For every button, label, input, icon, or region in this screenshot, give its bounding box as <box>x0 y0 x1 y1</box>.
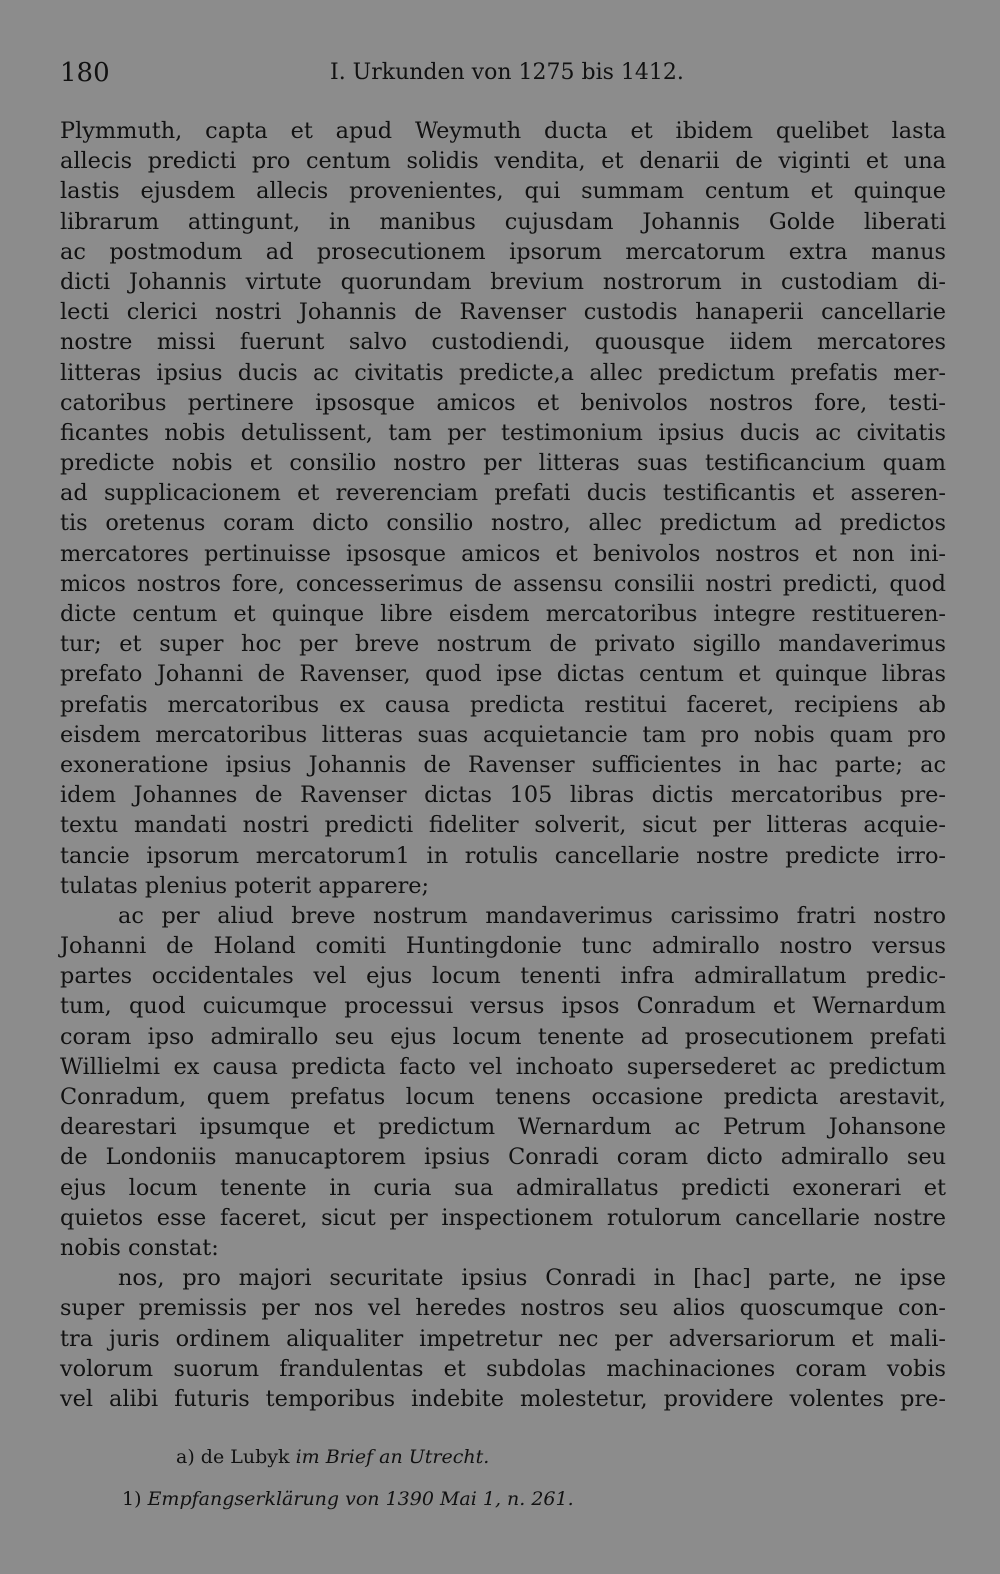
text-line: litteras ipsius ducis ac civitatis predicte,a allec predictum prefatis mer- <box>60 359 946 386</box>
text-line: ejus locum tenente in curia sua admirallatus predicti exonerari et <box>60 1174 946 1201</box>
text-line: coram ipso admirallo seu ejus locum tenente ad prosecutionem prefati <box>60 1023 946 1050</box>
footnote-a-marker: a) <box>176 1446 195 1468</box>
text-line: Johanni de Holand comiti Huntingdonie tunc admirallo nostro versus <box>60 933 946 960</box>
text-line: allecis predicti pro centum solidis vendita, et denarii de viginti et una <box>60 148 946 175</box>
footnote-1-italic: Empfangserklärung von 1390 Mai 1, n. 261. <box>147 1488 574 1510</box>
text-line: micos nostros fore, concesserimus de assensu consilii nostri predicti, quod <box>60 570 946 597</box>
text-line: super premissis per nos vel heredes nostros seu alios quoscumque con- <box>60 1295 946 1322</box>
text-line: exoneratione ipsius Johannis de Ravenser sufficientes in hac parte; ac <box>60 751 946 778</box>
text-line: ac postmodum ad prosecutionem ipsorum mercatorum extra manus <box>60 238 946 265</box>
text-line: librarum attingunt, in manibus cujusdam Johannis Golde liberati <box>60 208 946 235</box>
text-line: lastis ejusdem allecis provenientes, qui summam centum et quinque <box>60 178 946 205</box>
text-line: eisdem mercatoribus litteras suas acquietancie tam pro nobis quam pro <box>60 721 946 748</box>
body-text <box>60 116 946 1414</box>
text-line: tulatas plenius poterit apparere; <box>60 872 430 899</box>
page-header <box>60 58 940 92</box>
footnotes <box>60 1436 940 1520</box>
text-line: idem Johannes de Ravenser dictas 105 libras dictis mercatoribus pre- <box>60 782 946 809</box>
text-line: textu mandati nostri predicti fideliter solverit, sicut per litteras acquie- <box>60 812 946 839</box>
text-line: tis oretenus coram dicto consilio nostro, allec predictum ad predictos <box>60 510 946 537</box>
text-line: predicte nobis et consilio nostro per litteras suas testificancium quam <box>60 450 946 477</box>
paragraph-start-line: ac per aliud breve nostrum mandaverimus carissimo fratri nostro <box>118 902 946 929</box>
text-line: prefatis mercatoribus ex causa predicta restitui faceret, recipiens ab <box>60 691 946 718</box>
text-line: vel alibi futuris temporibus indebite molestetur, providere volentes pre- <box>60 1385 946 1412</box>
page-number: 180 <box>60 58 110 88</box>
running-head: I. Urkunden von 1275 bis 1412. <box>330 60 684 85</box>
text-line: catoribus pertinere ipsosque amicos et benivolos nostros fore, testi- <box>60 389 946 416</box>
text-line: de Londoniis manucaptorem ipsius Conradi coram dicto admirallo seu <box>60 1144 946 1171</box>
text-line: quietos esse faceret, sicut per inspectionem rotulorum cancellarie nostre <box>60 1204 946 1231</box>
text-line: lecti clerici nostri Johannis de Ravenser custodis hanaperii cancellarie <box>60 299 946 326</box>
text-line: tra juris ordinem aliqualiter impetretur nec per adversariorum et mali- <box>60 1325 946 1352</box>
text-line: dearestari ipsumque et predictum Wernardum ac Petrum Johansone <box>60 1114 946 1141</box>
text-line: dicte centum et quinque libre eisdem mercatoribus integre restitueren- <box>60 601 946 627</box>
text-line: nostre missi fuerunt salvo custodiendi, quousque iidem mercatores <box>60 329 946 356</box>
text-line: tum, quod cuicumque processui versus ipsos Conradum et Wernardum <box>60 993 946 1020</box>
text-line: tur; et super hoc per breve nostrum de privato sigillo mandaverimus <box>60 631 946 658</box>
text-line: tancie ipsorum mercatorum1 in rotulis cancellarie nostre predicte irro- <box>60 842 946 869</box>
footnote-a <box>60 1436 940 1478</box>
text-line: ad supplicacionem et reverenciam prefati ducis testificantis et asseren- <box>60 480 946 507</box>
text-line: prefato Johanni de Ravenser, quod ipse dictas centum et quinque libras <box>60 661 946 688</box>
text-line: partes occidentales vel ejus locum tenenti infra admirallatum predic- <box>60 963 946 990</box>
text-line: Conradum, quem prefatus locum tenens occasione predicta arestavit, <box>60 1084 946 1110</box>
text-line: dicti Johannis virtute quorundam brevium nostrorum in custodiam di- <box>60 268 946 295</box>
text-line: nobis constat: <box>60 1234 219 1261</box>
text-line: volorum suorum frandulentas et subdolas machinaciones coram vobis <box>60 1355 946 1382</box>
text-line: Willielmi ex causa predicta facto vel inchoato supersederet ac predictum <box>60 1053 946 1080</box>
text-line: ficantes nobis detulissent, tam per testimonium ipsius ducis ac civitatis <box>60 419 946 446</box>
footnote-1 <box>60 1478 940 1520</box>
footnote-a-italic: im Brief an Utrecht. <box>295 1446 490 1468</box>
paragraph-start-line: nos, pro majori securitate ipsius Conradi in [hac] parte, ne ipse <box>118 1265 946 1292</box>
footnote-1-marker: 1) <box>122 1488 142 1510</box>
text-line: Plymmuth, capta et apud Weymuth ducta et ibidem quelibet lasta <box>60 118 946 144</box>
text-line: mercatores pertinuisse ipsosque amicos et benivolos nostros et non ini- <box>60 540 946 567</box>
footnote-a-text: de Lubyk <box>200 1446 290 1468</box>
